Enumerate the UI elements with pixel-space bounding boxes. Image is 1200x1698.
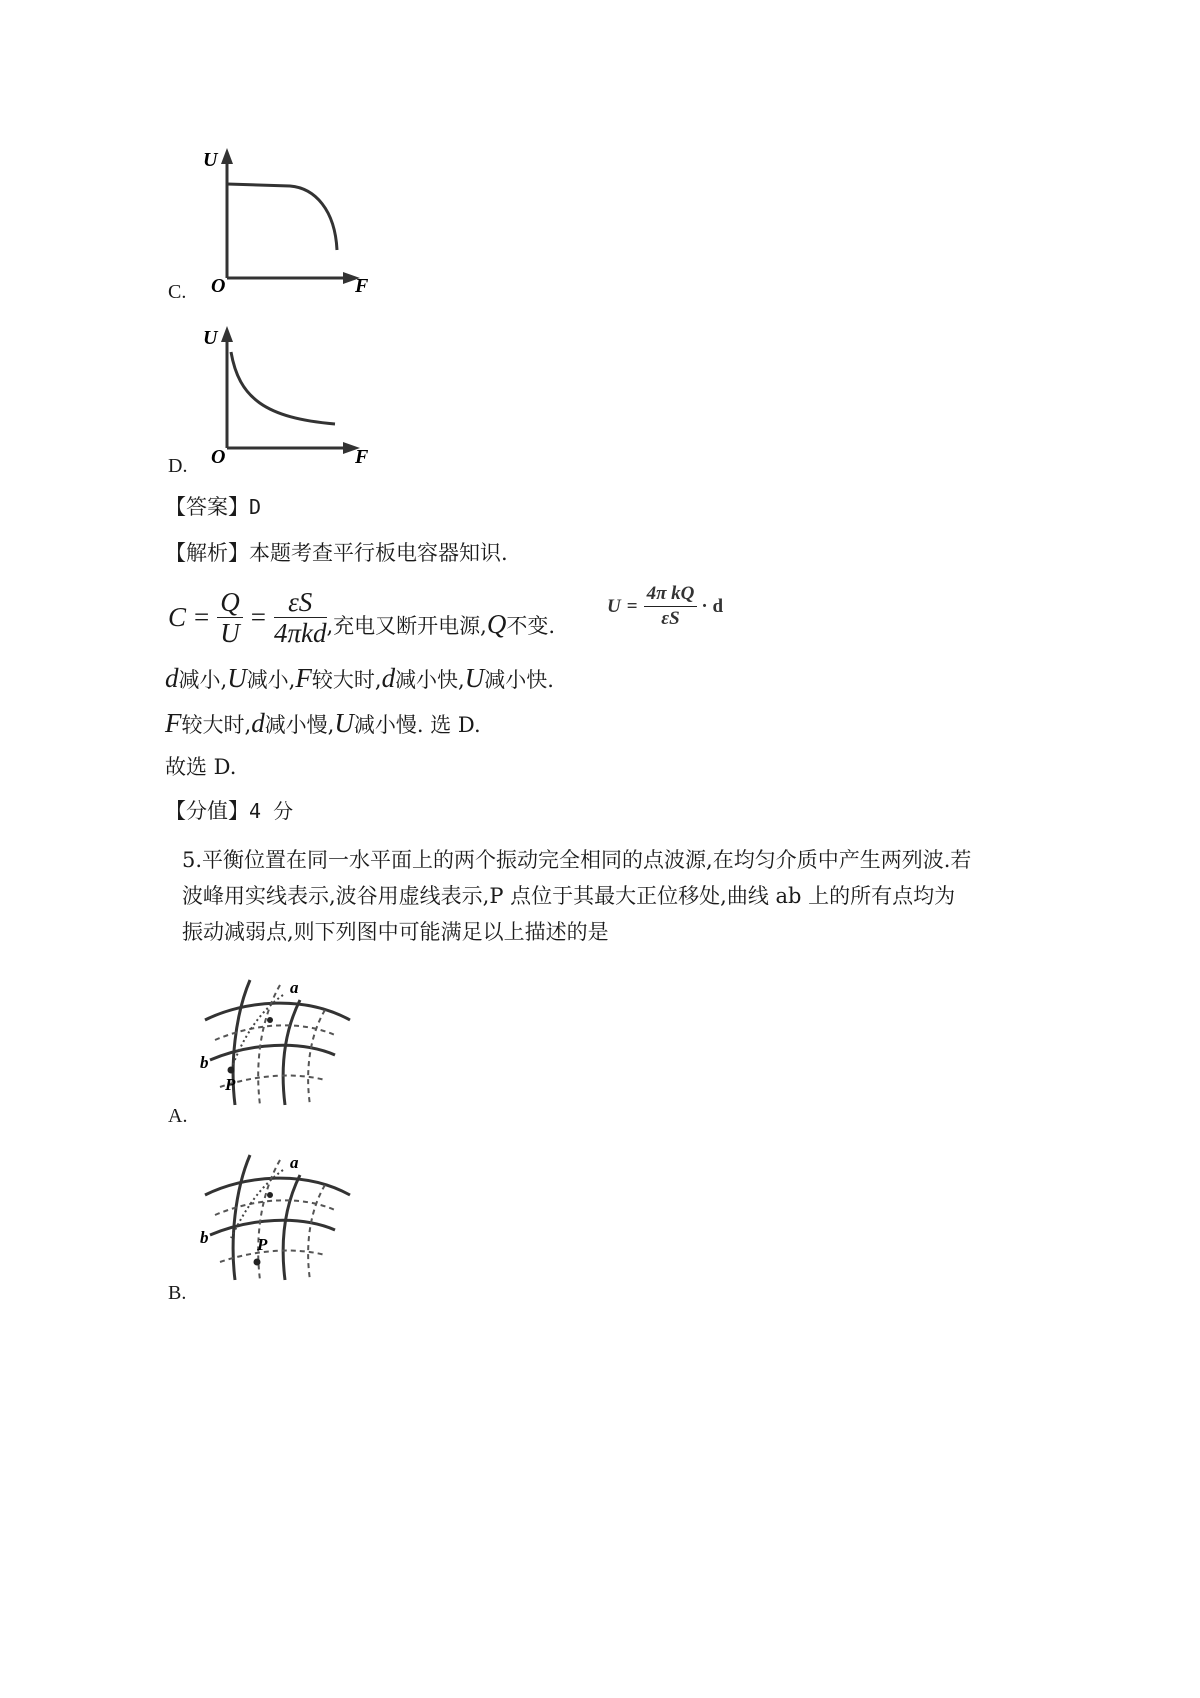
answer-value: D	[249, 495, 262, 519]
u-f-graph-d	[195, 318, 380, 473]
score-value: 4 分	[249, 799, 294, 823]
text-span: 减小快.	[484, 668, 554, 692]
interference-diagram-a	[195, 975, 355, 1115]
text-span: 减小慢,	[264, 713, 335, 737]
score-tag: 【分值】	[165, 799, 249, 823]
analysis-line-2	[165, 708, 481, 740]
charge-symbol: Q	[486, 609, 507, 639]
voltage-formula	[607, 582, 723, 631]
distance-symbol: d	[251, 708, 265, 738]
text-span: 较大时,	[311, 668, 382, 692]
y-axis-label: U	[203, 149, 218, 171]
text-span: 减小慢. 选 D.	[353, 713, 481, 737]
fraction-q-over-u	[217, 587, 243, 648]
voltage-symbol: U	[464, 663, 485, 693]
fraction-numerator: 4π kQ	[644, 582, 698, 607]
analysis-line	[165, 538, 508, 568]
point-b-label: b	[200, 1228, 209, 1247]
force-symbol: F	[295, 663, 312, 693]
formula-text: ,充电又断开电源,	[326, 614, 487, 638]
graph-option-c	[195, 140, 380, 295]
interference-diagram-b	[195, 1150, 355, 1290]
x-axis-label: F	[355, 446, 369, 468]
u-f-graph-c	[195, 140, 380, 295]
option-d-label: D.	[168, 455, 188, 477]
force-symbol: F	[165, 708, 182, 738]
conclusion-line: 故选 D.	[165, 755, 237, 779]
graph-option-d	[195, 318, 380, 473]
point-a-label: a	[290, 978, 299, 997]
fraction-numerator: εS	[274, 587, 327, 618]
charge-text: 不变.	[506, 614, 556, 638]
voltage-tail: · d	[701, 595, 724, 617]
y-axis-label: U	[203, 327, 218, 349]
origin-label: O	[211, 275, 226, 295]
point-p-label: P	[257, 1235, 268, 1254]
analysis-text: 本题考查平行板电容器知识.	[249, 541, 508, 565]
text-span: 较大时,	[181, 713, 252, 737]
score-line	[165, 796, 293, 826]
distance-symbol: d	[165, 663, 179, 693]
question-5: 5.平衡位置在同一水平面上的两个振动完全相同的点波源,在均匀介质中产生两列波.若波峰用实线表示,波谷用虚线表示,P 点位于其最大正位移处,曲线 ab 上的所有点均为振动减弱点,则下列图中可能满足以上描述的是	[182, 848, 972, 944]
wave-figure-b	[195, 1150, 355, 1290]
answer-line	[165, 492, 261, 522]
x-axis-label: F	[355, 275, 369, 295]
option-b-label: B.	[168, 1282, 187, 1304]
point-a-label: a	[290, 1153, 299, 1172]
fraction-epsilon-s	[274, 587, 327, 648]
answer-tag: 【答案】	[165, 495, 249, 519]
distance-symbol: d	[381, 663, 396, 693]
text-span: 减小,	[178, 668, 228, 692]
text-span: 减小快,	[395, 668, 465, 692]
equals-sign: =	[250, 602, 266, 632]
voltage-symbol: U	[607, 595, 621, 617]
voltage-symbol: U	[227, 663, 247, 693]
voltage-fraction	[644, 582, 698, 631]
fraction-denominator: εS	[661, 608, 680, 629]
capacitance-symbol: C	[168, 602, 187, 632]
equals-sign: =	[626, 595, 638, 617]
fraction-numerator: Q	[217, 587, 243, 618]
point-p-label: P	[225, 1075, 236, 1094]
option-a-label: A.	[168, 1105, 188, 1127]
fraction-denominator: U	[220, 617, 240, 648]
formula-line	[168, 582, 555, 652]
voltage-symbol: U	[334, 708, 354, 738]
origin-label: O	[211, 446, 226, 468]
text-span: 减小,	[246, 668, 296, 692]
fraction-denominator: 4πkd	[273, 617, 327, 648]
equals-sign: =	[194, 602, 210, 632]
wave-figure-a	[195, 975, 355, 1115]
point-b-label: b	[200, 1053, 209, 1072]
option-c-label: C.	[168, 281, 187, 303]
analysis-tag: 【解析】	[165, 541, 249, 565]
analysis-line-1	[165, 663, 554, 695]
